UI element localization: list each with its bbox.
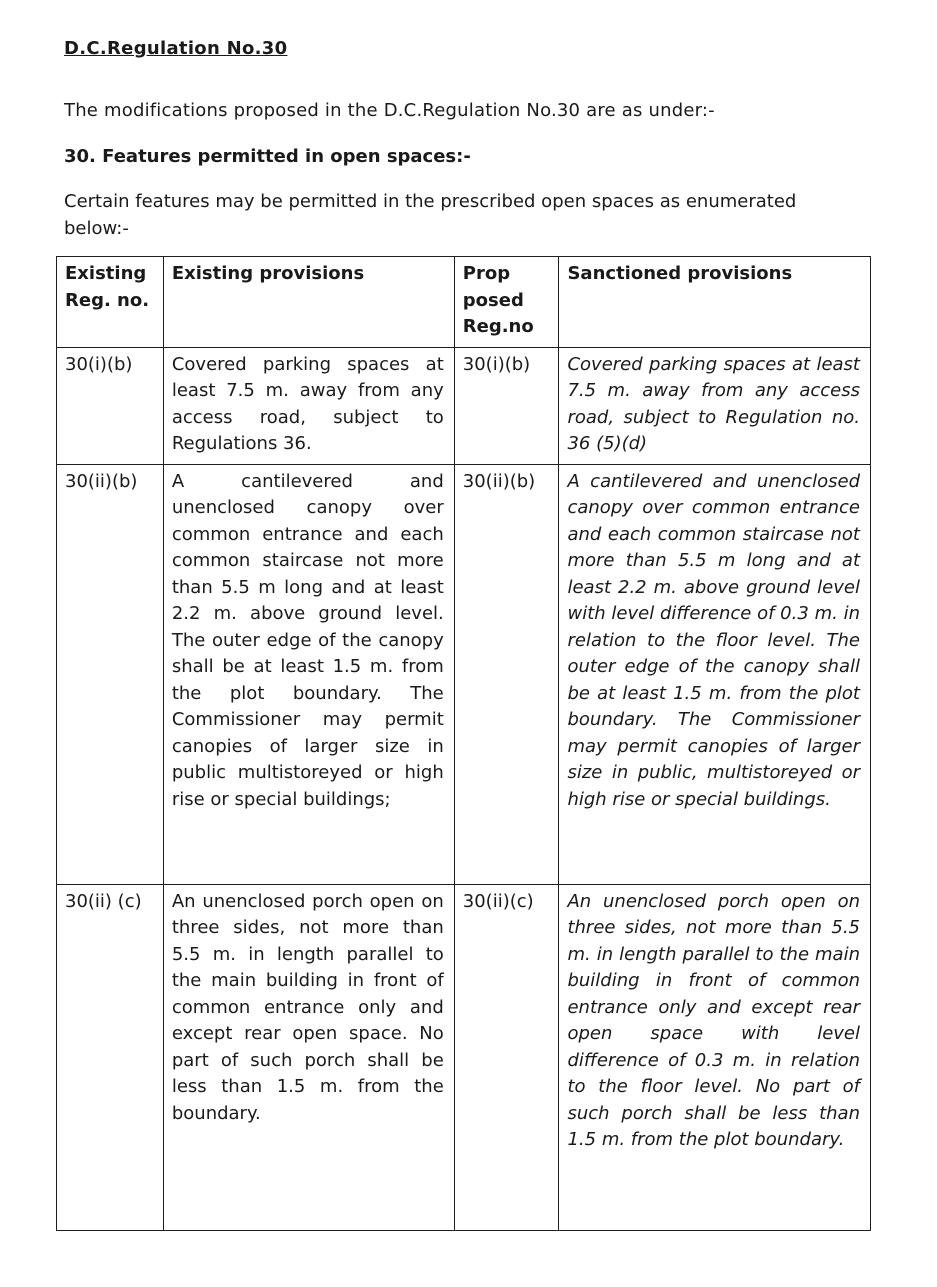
existing-reg-cell: 30(i)(b) [57, 347, 164, 464]
proposed-reg-cell: 30(ii)(b) [454, 464, 559, 884]
document-heading: D.C.Regulation No.30 [64, 38, 288, 59]
proposed-reg-cell: 30(i)(b) [454, 347, 559, 464]
section-paragraph: Certain features may be permitted in the prescribed open spaces as enumerated below:- [64, 191, 797, 239]
intro-text: The modifications proposed in the D.C.Regulation No.30 are as under:- [64, 100, 715, 121]
sanctioned-provision-cell: A cantilevered and unenclosed canopy over common entrance and each common staircase not more than 5.5 m long and at least 2.2 m. above ground level with level difference of 0.3 m. in relation to the floor level. The outer edge of the canopy shall be at least 1.5 m. from the plot boundary. The Commissioner may permit canopies of larger size in public, multistoreyed or high rise or special buildings. [559, 464, 871, 884]
header-proposed-reg: Prop posed Reg.no [454, 257, 559, 348]
existing-reg-cell: 30(ii)(b) [57, 464, 164, 884]
existing-provision-cell: An unenclosed porch open on three sides, not more than 5.5 m. in length parallel to the main building in front of common entrance only and except rear open space. No part of such porch shall be less than 1.5 m. from the boundary. [163, 884, 454, 1230]
regulation-table [56, 256, 871, 1231]
table-row [57, 884, 871, 1230]
header-existing-reg: Existing Reg. no. [57, 257, 164, 348]
existing-reg-cell: 30(ii) (c) [57, 884, 164, 1230]
table-header-row [57, 257, 871, 348]
table-row [57, 347, 871, 464]
header-existing-provisions: Existing provisions [163, 257, 454, 348]
table-row [57, 464, 871, 884]
proposed-reg-cell: 30(ii)(c) [454, 884, 559, 1230]
existing-provision-cell: A cantilevered and unenclosed canopy over common entrance and each common staircase not more than 5.5 m long and at least 2.2 m. above ground level. The outer edge of the canopy shall be at least 1.5 m. from the plot boundary. The Commissioner may permit canopies of larger size in public multistoreyed or high rise or special buildings; [163, 464, 454, 884]
existing-provision-cell: Covered parking spaces at least 7.5 m. away from any access road, subject to Regulations 36. [163, 347, 454, 464]
header-sanctioned-provisions: Sanctioned provisions [559, 257, 871, 348]
sanctioned-provision-cell: An unenclosed porch open on three sides, not more than 5.5 m. in length parallel to the main building in front of common entrance only and except rear open space with level difference of 0.3 m. in relation to the floor level. No part of such porch shall be less than 1.5 m. from the plot boundary. [559, 884, 871, 1230]
sanctioned-provision-cell: Covered parking spaces at least 7.5 m. away from any access road, subject to Regulation no. 36 (5)(d) [559, 347, 871, 464]
section-title: 30. Features permitted in open spaces:- [64, 146, 471, 167]
